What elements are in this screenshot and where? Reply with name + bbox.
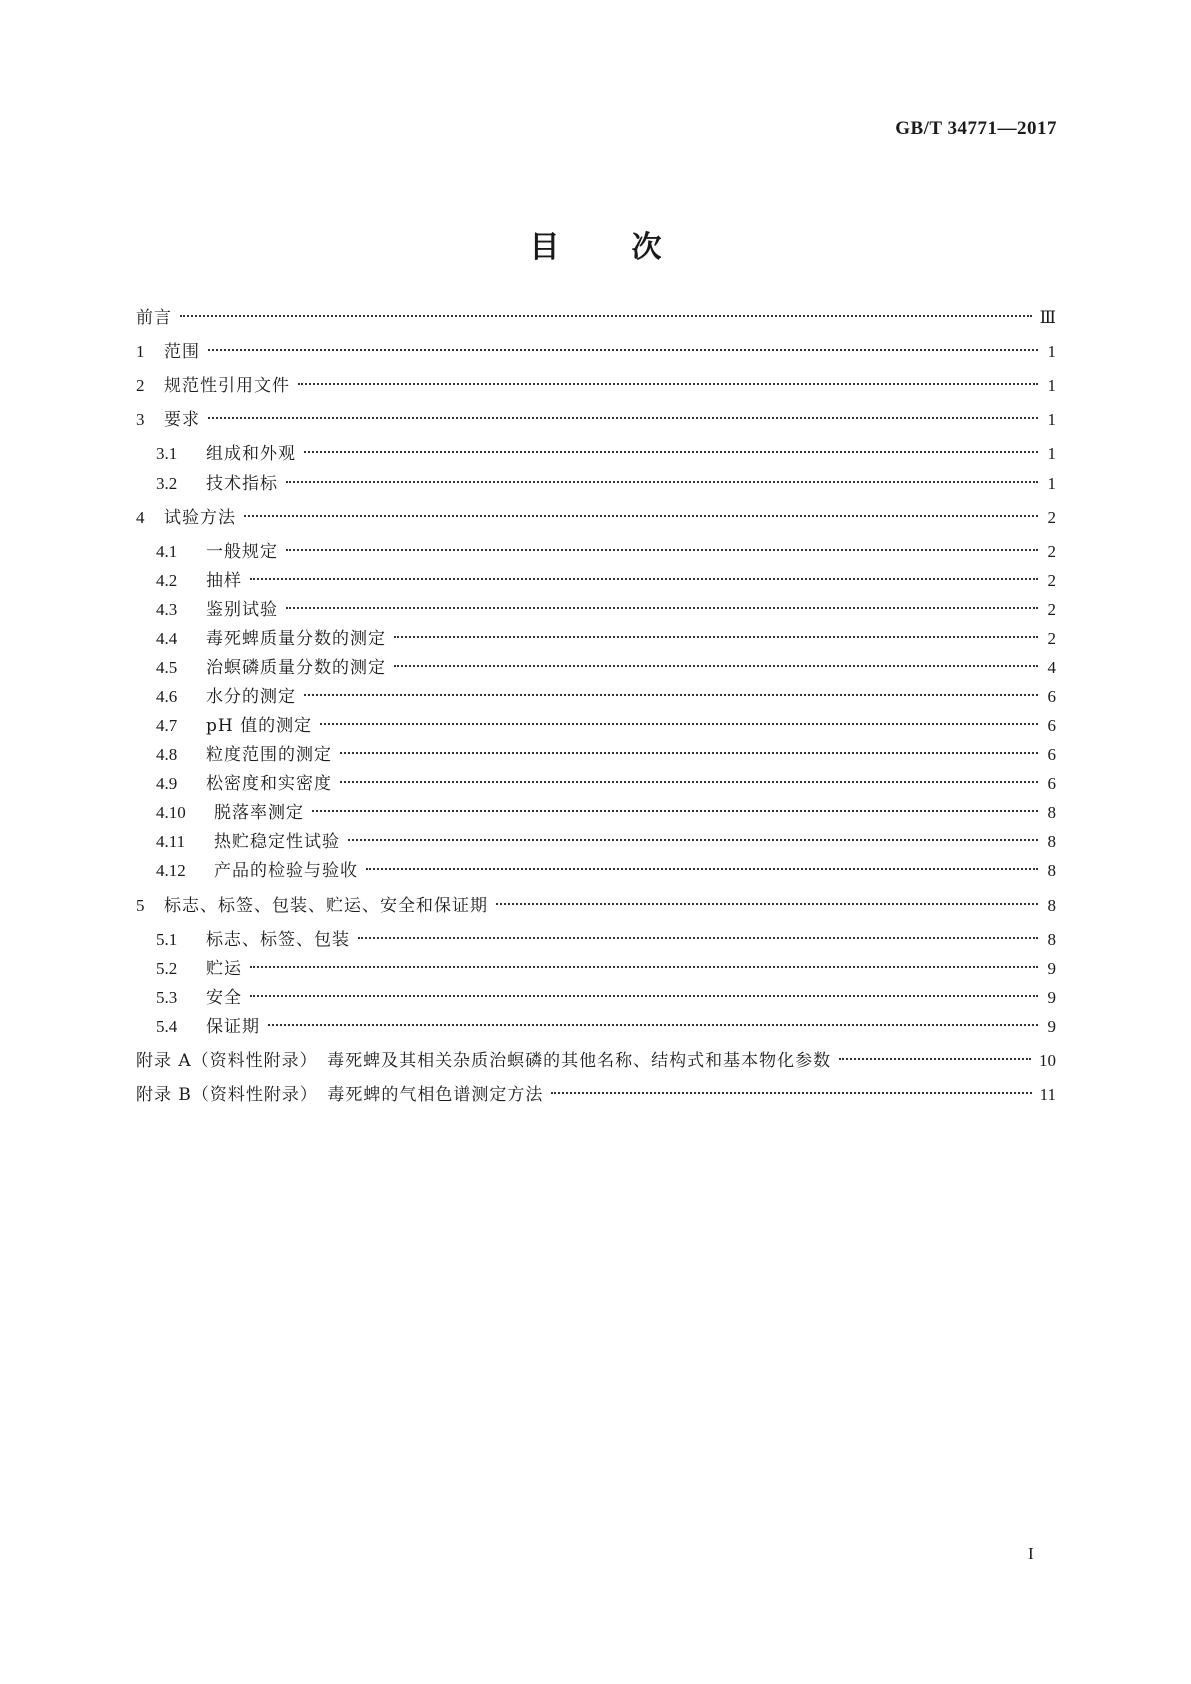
toc-entry-page: 9	[1047, 959, 1056, 978]
toc-entry-number: 4.5	[156, 658, 178, 677]
toc-entry-title: 要求	[164, 410, 200, 430]
toc-entry[interactable]	[156, 986, 1056, 1010]
toc-entry-title: 治螟磷质量分数的测定	[206, 658, 386, 678]
toc-entry[interactable]	[156, 627, 1056, 651]
toc-entry-page: 1	[1047, 410, 1056, 429]
toc-entry[interactable]	[156, 957, 1056, 981]
dot-leader	[268, 1023, 1038, 1026]
dot-leader	[394, 664, 1038, 667]
toc-entry-title: 附录 A（资料性附录） 毒死蜱及其相关杂质治螟磷的其他名称、结构式和基本物化参数	[136, 1051, 832, 1071]
toc-entry-number: 4.6	[156, 687, 178, 706]
toc-entry-title: 规范性引用文件	[164, 376, 290, 396]
toc-entry[interactable]	[156, 743, 1056, 767]
toc-entry[interactable]	[156, 472, 1056, 496]
dot-leader	[358, 936, 1038, 939]
dot-leader	[250, 994, 1038, 997]
toc-entry[interactable]	[156, 598, 1056, 622]
toc-entry-page: Ⅲ	[1039, 308, 1056, 327]
title-char-2: 次	[631, 230, 662, 265]
toc-entry-title: pH 值的测定	[206, 716, 313, 736]
dot-leader	[250, 965, 1038, 968]
dot-leader	[312, 809, 1038, 812]
toc-entry-number: 4.9	[156, 774, 178, 793]
toc-entry-title: 产品的检验与验收	[214, 861, 358, 881]
dot-leader	[208, 416, 1038, 419]
toc-entry-page: 1	[1047, 342, 1056, 361]
dot-leader	[366, 867, 1038, 870]
dot-leader	[304, 450, 1038, 453]
toc-entry-number: 4.2	[156, 571, 178, 590]
dot-leader	[839, 1057, 1031, 1060]
toc-entry-number: 4.1	[156, 542, 178, 561]
toc-entry-page: 8	[1047, 896, 1056, 915]
toc-entry[interactable]	[136, 340, 1056, 364]
toc-entry[interactable]	[156, 928, 1056, 952]
toc-entry-number: 5.1	[156, 930, 178, 949]
toc-entry[interactable]	[156, 442, 1056, 466]
dot-leader	[551, 1091, 1031, 1094]
toc-entry-page: 2	[1047, 542, 1056, 561]
toc-entry[interactable]	[156, 772, 1056, 796]
toc-entry-page: 11	[1039, 1085, 1056, 1104]
toc-entry[interactable]	[156, 1015, 1056, 1039]
toc-entry-number: 4.7	[156, 716, 178, 735]
toc-entry[interactable]	[156, 569, 1056, 593]
title-char-1: 目	[529, 230, 560, 265]
toc-entry-title: 一般规定	[206, 542, 278, 562]
toc-entry[interactable]	[156, 859, 1056, 883]
toc-entry-page: 2	[1047, 508, 1056, 527]
toc-entry-number: 4.11	[156, 832, 186, 851]
toc-entry-title: 毒死蜱质量分数的测定	[206, 629, 386, 649]
dot-leader	[304, 693, 1038, 696]
toc-entry[interactable]	[156, 685, 1056, 709]
toc-entry-title: 前言	[136, 308, 172, 328]
toc-entry-title: 贮运	[206, 959, 242, 979]
toc-entry-page: 8	[1047, 803, 1056, 822]
toc-entry[interactable]	[156, 540, 1056, 564]
dot-leader	[394, 635, 1038, 638]
toc-entry-preface[interactable]	[136, 306, 1056, 330]
dot-leader	[244, 514, 1038, 517]
toc-entry-title: 热贮稳定性试验	[214, 832, 340, 852]
toc-entry-page: 2	[1047, 629, 1056, 648]
toc-entry-page: 8	[1047, 832, 1056, 851]
dot-leader	[320, 722, 1038, 725]
page-title	[0, 222, 1191, 266]
toc-entry-title: 抽样	[206, 571, 242, 591]
toc-entry-number: 4	[136, 508, 145, 527]
standard-code: GB/T 34771—2017	[895, 118, 1057, 139]
toc-entry-annex-a[interactable]	[136, 1049, 1056, 1073]
toc-entry-number: 2	[136, 376, 145, 395]
toc-entry-title: 组成和外观	[206, 444, 296, 464]
toc-entry[interactable]	[136, 408, 1056, 432]
toc-entry-annex-b[interactable]	[136, 1083, 1056, 1107]
dot-leader	[250, 577, 1038, 580]
toc-entry-number: 4.4	[156, 629, 178, 648]
toc-entry-number: 4.12	[156, 861, 186, 880]
toc-entry[interactable]	[136, 894, 1056, 918]
toc-entry-number: 5.4	[156, 1017, 178, 1036]
dot-leader	[286, 606, 1038, 609]
dot-leader	[340, 751, 1038, 754]
toc-entry-page: 8	[1047, 930, 1056, 949]
toc-entry-page: 1	[1047, 376, 1056, 395]
toc-entry-number: 3.1	[156, 444, 178, 463]
dot-leader	[340, 780, 1038, 783]
toc-entry-title: 试验方法	[164, 508, 236, 528]
dot-leader	[298, 382, 1038, 385]
toc-entry-title: 水分的测定	[206, 687, 296, 707]
toc-entry-title: 技术指标	[206, 474, 278, 494]
toc-entry-page: 8	[1047, 861, 1056, 880]
toc-entry-page: 2	[1047, 571, 1056, 590]
toc-entry-title: 粒度范围的测定	[206, 745, 332, 765]
toc-entry[interactable]	[156, 830, 1056, 854]
toc-entry-number: 5	[136, 896, 145, 915]
toc-entry-title: 脱落率测定	[214, 803, 304, 823]
toc-entry-page: 6	[1047, 687, 1056, 706]
page-number: I	[1028, 1544, 1034, 1563]
toc-entry-page: 4	[1047, 658, 1056, 677]
dot-leader	[496, 902, 1038, 905]
dot-leader	[180, 314, 1032, 317]
toc-entry[interactable]	[136, 506, 1056, 530]
toc-entry-title: 保证期	[206, 1017, 260, 1037]
toc-entry-page: 1	[1047, 444, 1056, 463]
toc-entry-title: 范围	[164, 342, 200, 362]
toc-entry-page: 6	[1047, 774, 1056, 793]
toc-entry[interactable]	[156, 714, 1056, 738]
toc-entry[interactable]	[156, 801, 1056, 825]
toc-entry-page: 1	[1047, 474, 1056, 493]
toc-entry-page: 9	[1047, 1017, 1056, 1036]
dot-leader	[208, 348, 1038, 351]
toc-entry-number: 4.10	[156, 803, 186, 822]
toc-entry[interactable]	[136, 374, 1056, 398]
toc-entry-number: 1	[136, 342, 145, 361]
toc-entry-title: 标志、标签、包装、贮运、安全和保证期	[164, 896, 488, 916]
toc-entry[interactable]	[156, 656, 1056, 680]
toc-entry-title: 松密度和实密度	[206, 774, 332, 794]
dot-leader	[286, 548, 1038, 551]
toc-entry-title: 标志、标签、包装	[206, 930, 350, 950]
dot-leader	[286, 480, 1038, 483]
toc-entry-page: 10	[1039, 1051, 1056, 1070]
toc-entry-number: 3	[136, 410, 145, 429]
toc-entry-page: 9	[1047, 988, 1056, 1007]
toc-entry-number: 3.2	[156, 474, 178, 493]
toc-entry-number: 4.3	[156, 600, 178, 619]
toc-entry-page: 2	[1047, 600, 1056, 619]
toc-entry-number: 5.3	[156, 988, 178, 1007]
dot-leader	[348, 838, 1038, 841]
toc-entry-title: 安全	[206, 988, 242, 1008]
toc-entry-page: 6	[1047, 745, 1056, 764]
toc-entry-title: 附录 B（资料性附录） 毒死蜱的气相色谱测定方法	[136, 1085, 544, 1105]
toc-entry-number: 4.8	[156, 745, 178, 764]
toc-entry-page: 6	[1047, 716, 1056, 735]
toc-entry-number: 5.2	[156, 959, 178, 978]
toc-entry-title: 鉴别试验	[206, 600, 278, 620]
